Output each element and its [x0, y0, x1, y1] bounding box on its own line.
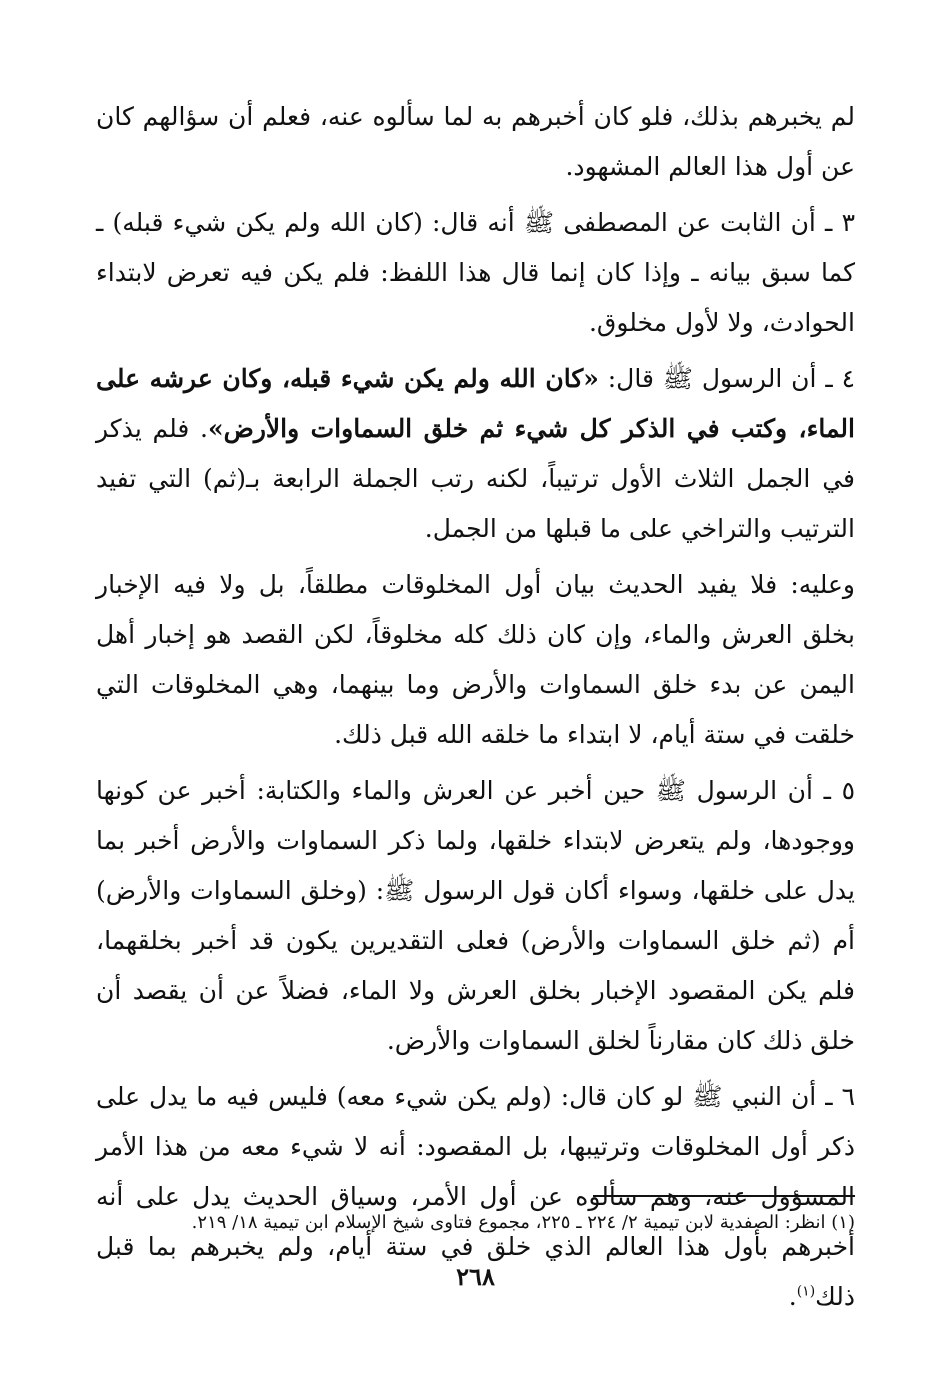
footnote: (١) انظر: الصفدية لابن تيمية ٢/ ٢٢٤ ـ ٢٢٥، مجموع فتاوى شيخ الإسلام ابن تيمية ١٨/ ٢١٩. [191, 1212, 855, 1233]
paragraph-text: . فلم يذكر في الجمل الثلاث الأول ترتيباً، لكنه رتب الجملة الرابعة بـ(ثم) التي تفيد الترتيب والتراخي على ما قبلها من الجمل. [96, 414, 855, 543]
page-body [96, 92, 855, 1328]
hadith-quote: «كان الله ولم يكن شيء قبله، وكان عرشه على الماء، وكتب في الذكر كل شيء ثم خلق السماوات والأرض» [96, 364, 855, 443]
page-number: ٢٦٨ [456, 1262, 495, 1291]
paragraph-text: ٥ ـ أن الرسول ﷺ حين أخبر عن العرش والماء والكتابة: أخبر عن كونها ووجودها، ولم يتعرض لابتداء خلقها، ولما ذكر السماوات والأرض أخبر بما يدل على خلقها، وسواء أكان قول الرسول ﷺ: (وخلق السماوات والأرض) أم (ثم خلق السماوات والأرض) فعلى التقديرين يكون قد أخبر بخلقهما، فلم يكن المقصود الإخبار بخلق العرش ولا الماء، فضلاً عن أن يقصد أن خلق ذلك كان مقارناً لخلق السماوات والأرض. [96, 776, 855, 1055]
paragraph-point-4 [96, 354, 855, 554]
paragraph-text: لم يخبرهم بذلك، فلو كان أخبرهم به لما سألوه عنه، فعلم أن سؤالهم كان عن أول هذا العالم المشهود. [96, 102, 855, 181]
paragraph-point-5 [96, 766, 855, 1066]
paragraph-conclusion [96, 560, 855, 760]
paragraph-text: ٦ ـ أن النبي ﷺ لو كان قال: (ولم يكن شيء معه) فليس فيه ما يدل على ذكر أول المخلوقات وترتيبها، بل المقصود: أنه لا شيء معه من هذا الأمر المسؤول عنه، وهم سألوه عن أول الأمر، وسياق الحديث يدل على أنه أخبرهم بأول هذا العالم الذي خلق في ستة أيام، ولم يخبرهم بما قبل ذلك [96, 1082, 855, 1311]
paragraph-point-3 [96, 198, 855, 348]
footnote-divider [593, 1195, 855, 1197]
paragraph-text: وعليه: فلا يفيد الحديث بيان أول المخلوقات مطلقاً، بل ولا فيه الإخبار بخلق العرش والماء، وإن كان ذلك كله مخلوقاً، لكن القصد هو إخبار أهل اليمن عن بدء خلق السماوات والأرض وما بينهما، وهي المخلوقات التي خلقت في ستة أيام، لا ابتداء ما خلقه الله قبل ذلك. [96, 570, 855, 749]
paragraph-text: ٤ ـ أن الرسول ﷺ قال: [598, 364, 855, 393]
paragraph-1 [96, 92, 855, 192]
footnote-reference: (١) [796, 1283, 816, 1300]
paragraph-ending: . [788, 1282, 797, 1311]
paragraph-text: ٣ ـ أن الثابت عن المصطفى ﷺ أنه قال: (كان الله ولم يكن شيء قبله) ـ كما سبق بيانه ـ وإذا كان إنما قال هذا اللفظ: فلم يكن فيه تعرض لابتداء الحوادث، ولا لأول مخلوق. [96, 208, 855, 337]
